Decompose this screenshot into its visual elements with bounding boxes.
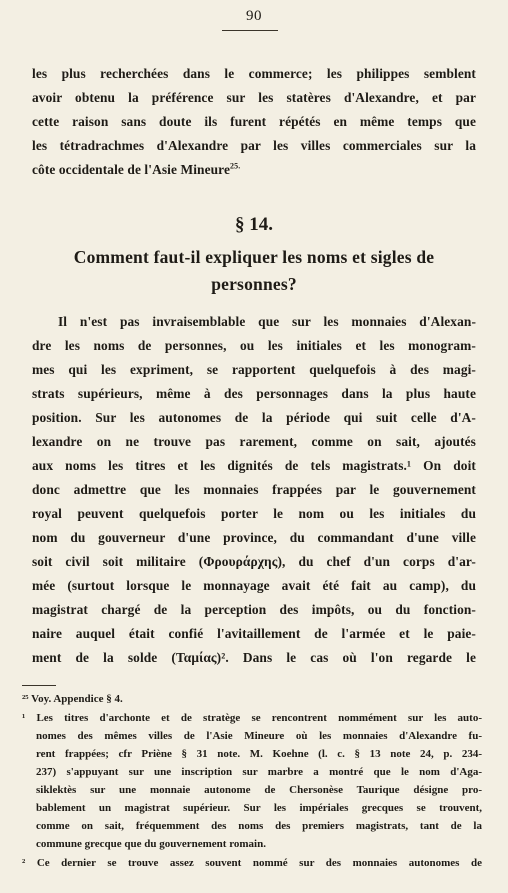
intro-line-last bbox=[32, 162, 476, 178]
body-line: position. Sur les autonomes de la période qui suit celle d'A- bbox=[32, 410, 476, 425]
section-title: personnes? bbox=[211, 274, 297, 294]
section-title: Comment faut-il expliquer les noms et sigles de bbox=[73, 247, 435, 267]
intro-line: cette raison sans doute ils furent répétés en même temps que bbox=[32, 114, 476, 129]
footnote-line: ¹ Les titres d'archonte et de stratège se rencontrent nommément sur les auto- bbox=[22, 712, 482, 724]
body-line: mée (surtout lorsque le monnayage avait été fait au camp), du bbox=[32, 578, 476, 593]
body-line: soit civil soit militaire (Φρουράρχης), du chef d'un corps d'ar- bbox=[32, 554, 476, 569]
body-line: magistrat chargé de la perception des impôts, ou du fonction- bbox=[32, 602, 476, 617]
body-line: royal peuvent quelquefois porter le nom ou les initiales du bbox=[32, 506, 476, 521]
body-line: lexandre on ne trouve pas rarement, comme on sait, ajoutés bbox=[32, 434, 476, 449]
footnote-line: commune grecque que du gouvernement romain. bbox=[36, 838, 266, 850]
body-line: strats supérieurs, même à des personnages dans la plus haute bbox=[32, 386, 476, 401]
footnote-ref: 25. bbox=[230, 162, 241, 171]
footnote-line: bablement un magistrat supérieur. Sur les impériales grecques se trouvent, bbox=[36, 802, 482, 814]
intro-line: avoir obtenu la préférence sur les statères d'Alexandre, et par bbox=[32, 90, 476, 105]
intro-line: les tétradrachmes d'Alexandre par les villes commerciales sur la bbox=[32, 138, 476, 153]
page-number-rule bbox=[222, 30, 278, 31]
body-line: mes qui les expriment, se rapportent quelquefois à des magi- bbox=[32, 362, 476, 377]
page-number: 90 bbox=[246, 8, 262, 24]
footnote-line: nomes des mêmes villes de l'Asie Mineure où les monnaies d'Alexandre fu- bbox=[36, 730, 482, 742]
footnote-line: ² Ce dernier se trouve assez souvent nommé sur des monnaies autonomes de bbox=[22, 857, 482, 869]
body-line: aux noms les titres et les dignités de tels magistrats.¹ On doit bbox=[32, 458, 476, 473]
footnote-line: 237) s'appuyant sur une inscription sur marbre a montré que le nom d'Aga- bbox=[36, 766, 482, 778]
body-line: donc admettre que les monnaies frappées par le gouvernement bbox=[32, 482, 476, 497]
footnote-line: rent frappées; cfr Priène § 31 note. M. Koehne (l. c. § 13 note 24, p. 234- bbox=[36, 748, 482, 760]
footnote-rule bbox=[22, 685, 56, 686]
body-line: nom du gouverneur d'une province, du commandant d'une ville bbox=[32, 530, 476, 545]
body-line: naire auquel était confié l'avitaillement de l'armée et le paie- bbox=[32, 626, 476, 641]
body-line: Il n'est pas invraisemblable que sur les monnaies d'Alexan- bbox=[58, 314, 476, 329]
footnote-line: comme on sait, fréquemment des noms des premiers magistrats, tant de la bbox=[36, 820, 482, 832]
footnote-line: ²⁵ Voy. Appendice § 4. bbox=[22, 693, 123, 705]
intro-line: les plus recherchées dans le commerce; les philippes semblent bbox=[32, 66, 476, 81]
body-line: ment de la solde (Ταμίας)². Dans le cas où l'on regarde le bbox=[32, 650, 476, 665]
section-number: § 14. bbox=[235, 214, 273, 235]
body-line: dre les noms de personnes, ou les initiales et les monogram- bbox=[32, 338, 476, 353]
intro-line: côte occidentale de l'Asie Mineure bbox=[32, 162, 231, 177]
footnote-line: siklektès sur une monnaie autonome de Chersonèse Taurique désigne pro- bbox=[36, 784, 482, 796]
